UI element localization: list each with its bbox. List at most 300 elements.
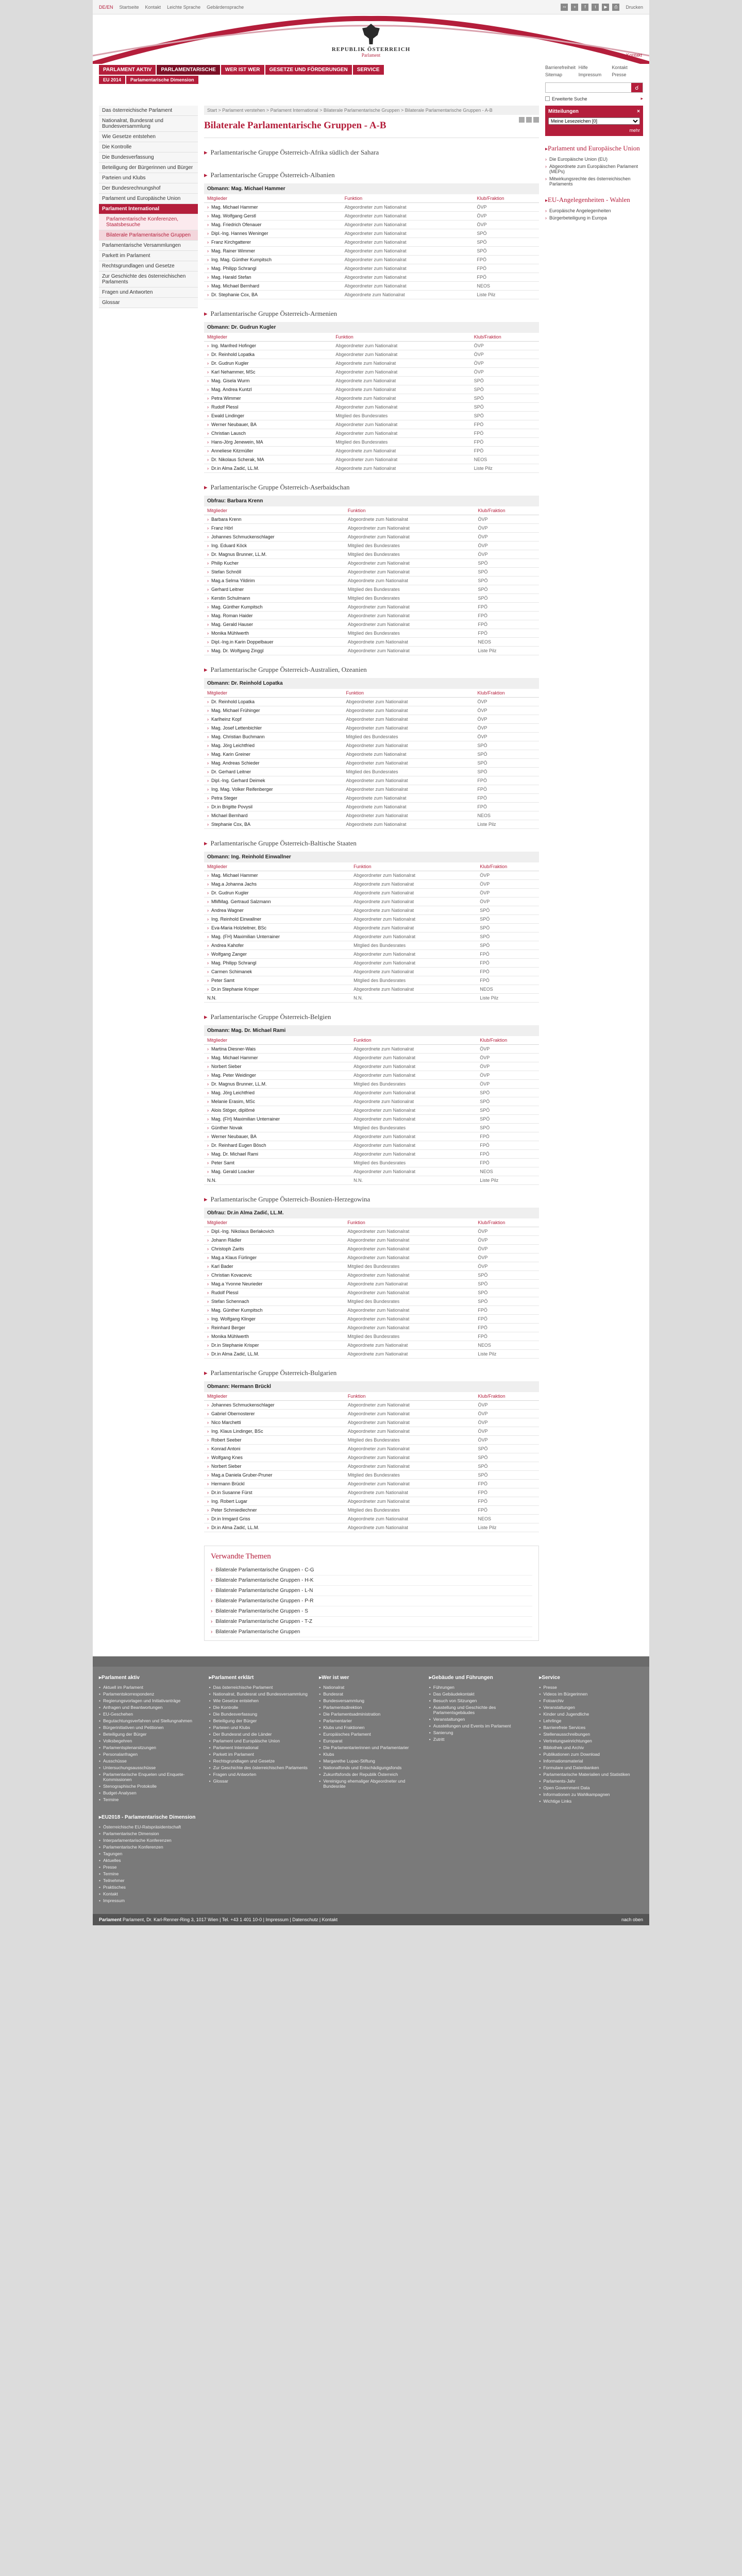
footer-link[interactable]: • Die Kontrolle: [209, 1704, 313, 1710]
member-name-link[interactable]: › Dr.in Alma Zadić, LL.M.: [204, 464, 332, 473]
footer-link[interactable]: • Nationalrat, Bundesrat und Bundesversammlung: [209, 1690, 313, 1697]
footer-eu-link[interactable]: • Aktuelles: [99, 1857, 198, 1863]
footer-link[interactable]: • Veranstaltungen: [429, 1716, 533, 1722]
group-title[interactable]: [204, 170, 539, 183]
print-icon[interactable]: ⎙: [612, 4, 619, 11]
member-name-link[interactable]: › Gabriel Obernosterer: [204, 1410, 345, 1418]
sidebar-item[interactable]: Wie Gesetze entstehen: [99, 132, 198, 142]
quick-link[interactable]: Presse: [612, 72, 627, 77]
rss-icon[interactable]: ∾: [561, 4, 568, 11]
footer-link[interactable]: • Parlament und Europäische Union: [209, 1737, 313, 1744]
member-name-link[interactable]: › Peter Samt: [204, 976, 350, 985]
related-link[interactable]: › Bilaterale Parlamentarische Gruppen: [211, 1627, 532, 1637]
member-name-link[interactable]: › Ing. Mag. Volker Reifenberger: [204, 785, 343, 794]
footer-eu-link[interactable]: • Parlamentarische Dimension: [99, 1830, 198, 1837]
member-name-link[interactable]: › Andrea Kahofer: [204, 941, 350, 950]
member-name-link[interactable]: › Ing. Reinhold Einwallner: [204, 915, 350, 924]
member-name-link[interactable]: › Ing. Robert Lugar: [204, 1497, 345, 1506]
footer-link[interactable]: • Begutachtungsverfahren und Stellungnahmen: [99, 1717, 203, 1724]
member-name-link[interactable]: › Mag. Michael Bernhard: [204, 282, 342, 291]
member-name-link[interactable]: › Barbara Krenn: [204, 515, 345, 524]
member-name-link[interactable]: › Peter Samt: [204, 1159, 350, 1167]
advanced-search-checkbox[interactable]: Erweiterte Suche: [545, 96, 587, 101]
footer-link[interactable]: • Videos im Bürgerinnen: [539, 1690, 643, 1697]
member-name-link[interactable]: › Mag. Christian Buchmann: [204, 733, 343, 741]
nav-main-item[interactable]: PARLAMENTARISCHE: [157, 65, 220, 75]
member-name-link[interactable]: › Reinhard Berger: [204, 1324, 344, 1332]
footer-link[interactable]: • Kinder und Jugendliche: [539, 1710, 643, 1717]
member-name-link[interactable]: › Mag. Michael Hammer: [204, 871, 350, 880]
side-box-title[interactable]: ▸ EU-Angelegenheiten - Wahlen: [545, 196, 643, 204]
member-name-link[interactable]: › Stefan Schnöll: [204, 568, 345, 577]
twitter-icon[interactable]: t: [592, 4, 599, 11]
sidebar-item[interactable]: Der Bundesrechnungshof: [99, 183, 198, 194]
footer-link[interactable]: • Informationsmaterial: [539, 1757, 643, 1764]
related-link[interactable]: › Bilaterale Parlamentarische Gruppen - P-R: [211, 1596, 532, 1606]
member-name-link[interactable]: › Hermann Brückl: [204, 1480, 345, 1488]
footer-link[interactable]: • Bürgerinitiativen und Petitionen: [99, 1724, 203, 1731]
footer-link[interactable]: • Der Bundesrat und die Länder: [209, 1731, 313, 1737]
member-name-link[interactable]: › Mag. Gerald Loacker: [204, 1167, 350, 1176]
footer-link[interactable]: • Parlamentsdirektion: [319, 1704, 423, 1710]
footer-link[interactable]: • Parlamentskorrespondenz: [99, 1690, 203, 1697]
footer-link[interactable]: • Besuch von Sitzungen: [429, 1697, 533, 1704]
footer-link[interactable]: • Europarat: [319, 1737, 423, 1744]
footer-link[interactable]: • Anfragen und Beantwortungen: [99, 1704, 203, 1710]
member-name-link[interactable]: › Dr.in Alma Zadić, LL.M.: [204, 1350, 344, 1359]
footer-link[interactable]: • Stellenausschreibungen: [539, 1731, 643, 1737]
member-name-link[interactable]: › Dr. Reinhold Lopatka: [204, 350, 332, 359]
member-name-link[interactable]: › Ing. Wolfgang Klinger: [204, 1315, 344, 1324]
footer-link[interactable]: • Klubs und Fraktionen: [319, 1724, 423, 1731]
member-party: Liste Pilz: [475, 647, 539, 655]
member-name-link[interactable]: › Norbert Sieber: [204, 1062, 350, 1071]
member-name-link[interactable]: › Dr.in Stephanie Krisper: [204, 985, 350, 994]
member-name-link[interactable]: › Petra Steger: [204, 794, 343, 803]
footer-eu-link[interactable]: • Kontakt: [99, 1890, 198, 1897]
member-name-link[interactable]: › Monika Mühlwerth: [204, 629, 345, 638]
member-name-link[interactable]: › Johann Rädler: [204, 1236, 344, 1245]
member-name-link[interactable]: › Norbert Sieber: [204, 1462, 345, 1471]
member-name-link[interactable]: › Mag. Roman Haider: [204, 612, 345, 620]
member-name-link[interactable]: › Mag. Michael Hammer: [204, 203, 342, 212]
member-name-link[interactable]: › Dr. Magnus Brunner, LL.M.: [204, 550, 345, 559]
group-title[interactable]: [204, 309, 539, 322]
member-name-link[interactable]: › Stephanie Cox, BA: [204, 820, 343, 829]
related-link[interactable]: › Bilaterale Parlamentarische Gruppen - L-N: [211, 1586, 532, 1596]
footer-link[interactable]: • Publikationen zum Download: [539, 1751, 643, 1757]
member-name-link[interactable]: › Franz Hörl: [204, 524, 345, 533]
member-name-link[interactable]: › Christian Lausch: [204, 429, 332, 438]
member-name-link[interactable]: › Mag. Andreas Schieder: [204, 759, 343, 768]
table-row: [204, 1523, 539, 1532]
member-name-link[interactable]: › Robert Seeber: [204, 1436, 345, 1445]
side-box-link[interactable]: › Mitwirkungsrechte des österreichischen Parlaments: [545, 175, 643, 188]
member-name-link[interactable]: › Michael Bernhard: [204, 811, 343, 820]
member-name-link[interactable]: › MMMag. Gertraud Salzmann: [204, 897, 350, 906]
member-name-link[interactable]: › Ing. Manfred Hofinger: [204, 342, 332, 350]
member-name-link[interactable]: › Dr. Nikolaus Scherak, MA: [204, 455, 332, 464]
member-name-link[interactable]: › Mag. Günther Kumpitsch: [204, 1306, 344, 1315]
footer-link[interactable]: • Volksbegehren: [99, 1737, 203, 1744]
member-name-link[interactable]: › Dipl.-Ing. Hannes Weninger: [204, 229, 342, 238]
footer-link[interactable]: • Parlamentarier: [319, 1717, 423, 1724]
member-name-link[interactable]: › Dipl.-Ing.in Karin Doppelbauer: [204, 638, 345, 647]
member-name-link[interactable]: › Mag. Andrea Kuntzl: [204, 385, 332, 394]
member-name-link[interactable]: › Martina Diesner-Wais: [204, 1045, 350, 1054]
footer-link[interactable]: • Bundesrat: [319, 1690, 423, 1697]
footer-link[interactable]: • Wie Gesetze entstehen: [209, 1697, 313, 1704]
footer-link[interactable]: • Personalanfragen: [99, 1751, 203, 1757]
nav-secondary-item[interactable]: Parlamentarische Dimension: [126, 76, 198, 84]
footer-link[interactable]: • Die Bundesverfassung: [209, 1710, 313, 1717]
member-name-link[interactable]: › Eva-Maria Holzleitner, BSc: [204, 924, 350, 933]
member-name-link[interactable]: › Mag.a Johanna Jachs: [204, 880, 350, 889]
member-name-link[interactable]: › Petra Wimmer: [204, 394, 332, 403]
member-name-link[interactable]: › Mag.a Daniela Gruber-Pruner: [204, 1471, 345, 1480]
table-row: [204, 1436, 539, 1445]
footer-link[interactable]: • Beteiligung der Bürger: [209, 1717, 313, 1724]
member-name-link[interactable]: › Mag. (FH) Maximilian Unterrainer: [204, 933, 350, 941]
member-party: Liste Pilz: [475, 1523, 539, 1532]
youtube-icon[interactable]: ▶: [602, 4, 609, 11]
footer-eu-link[interactable]: • Termine: [99, 1870, 198, 1877]
member-name-link[interactable]: › Franz Kirchgatterer: [204, 238, 342, 247]
footer-link[interactable]: • Führungen: [429, 1684, 533, 1690]
footer-link[interactable]: • Rechtsgrundlagen und Gesetze: [209, 1757, 313, 1764]
footer-link[interactable]: • Barrierefreie Services: [539, 1724, 643, 1731]
sidebar-item[interactable]: Rechtsgrundlagen und Gesetze: [99, 261, 198, 272]
search-input[interactable]: [546, 83, 631, 92]
text-size-icon[interactable]: [533, 117, 539, 123]
member-name-link[interactable]: › Alois Stöger, diplômé: [204, 1106, 350, 1115]
member-name-link[interactable]: › Mag. Michael Frühinger: [204, 706, 343, 715]
member-name-link[interactable]: › Mag. Peter Weidinger: [204, 1071, 350, 1080]
sidebar-item[interactable]: Parlamentarische Versammlungen: [99, 241, 198, 251]
member-name-link[interactable]: › Mag. Rainer Wimmer: [204, 247, 342, 256]
footer-eu-link[interactable]: • Teilnehmer: [99, 1877, 198, 1884]
table-row: [204, 1115, 539, 1124]
group-title[interactable]: [204, 482, 539, 496]
member-name-link[interactable]: › Mag. Josef Lettenbichler: [204, 724, 343, 733]
member-name-link[interactable]: › Mag. (FH) Maximilian Unterrainer: [204, 1115, 350, 1124]
member-name-link[interactable]: › Karl Bader: [204, 1262, 344, 1271]
footer-link[interactable]: • Sanierung: [429, 1729, 533, 1736]
footer-link[interactable]: • Parteien und Klubs: [209, 1724, 313, 1731]
member-name-link[interactable]: › Wolfgang Knes: [204, 1453, 345, 1462]
top-link[interactable]: Kontakt: [145, 4, 161, 10]
member-name-link[interactable]: › Werner Neubauer, BA: [204, 1132, 350, 1141]
member-name-link[interactable]: › Ing. Mag. Günther Kumpitsch: [204, 256, 342, 264]
group-title[interactable]: [204, 1368, 539, 1381]
footer-eu-link[interactable]: • Praktisches: [99, 1884, 198, 1890]
member-name-link[interactable]: › Mag.a Klaus Fürlinger: [204, 1253, 344, 1262]
footer-eu-link[interactable]: • Interparlamentarische Konferenzen: [99, 1837, 198, 1843]
sidebar-item[interactable]: Zur Geschichte des österreichischen Parlaments: [99, 272, 198, 287]
sidebar-item[interactable]: Parlament und Europäische Union: [99, 194, 198, 204]
member-name-link[interactable]: › Ing. Klaus Lindinger, BSc: [204, 1427, 345, 1436]
member-name-link[interactable]: › Dr. Gerhard Leitner: [204, 768, 343, 776]
sidebar-item[interactable]: Das österreichische Parlament: [99, 106, 198, 116]
member-name-link[interactable]: › Mag. Harald Stefan: [204, 273, 342, 282]
member-name-link[interactable]: › Ing. Eduard Köck: [204, 541, 345, 550]
footer-eu-link[interactable]: • Impressum: [99, 1897, 198, 1904]
footer-link[interactable]: • Die Parlamentsadministration: [319, 1710, 423, 1717]
footer-eu-link[interactable]: • Österreichische EU-Ratspräsidentschaft: [99, 1823, 198, 1830]
side-box-link[interactable]: › Bürgerbeteiligung in Europa: [545, 214, 643, 222]
footer-link[interactable]: • Veranstaltungen: [539, 1704, 643, 1710]
print-page-icon[interactable]: [519, 117, 525, 123]
member-name-link[interactable]: › Carmen Schimanek: [204, 968, 350, 976]
footer-link[interactable]: • Parlaments-Jahr: [539, 1777, 643, 1784]
footer-link[interactable]: • Bundesversammlung: [319, 1697, 423, 1704]
footer-link[interactable]: • Presse: [539, 1684, 643, 1690]
mail-icon[interactable]: [526, 117, 532, 123]
sidebar-item[interactable]: Parlament International: [99, 204, 198, 214]
footer-link[interactable]: • Ausschüsse: [99, 1757, 203, 1764]
member-name-link[interactable]: › Mag. Günther Kumpitsch: [204, 603, 345, 612]
footer-link[interactable]: • Fotoarchiv: [539, 1697, 643, 1704]
footer-link[interactable]: • Zukunftsfonds der Republik Österreich: [319, 1771, 423, 1777]
sidebar-item[interactable]: Glossar: [99, 298, 198, 308]
footer-link[interactable]: • Parlamentarische Enqueten und Enquete-Kommissionen: [99, 1771, 203, 1783]
footer-link[interactable]: • Vertretungseinrichtungen: [539, 1737, 643, 1744]
member-name-link[interactable]: › Dr.in Irmgard Griss: [204, 1515, 345, 1523]
top-link[interactable]: Leichte Sprache: [167, 4, 201, 10]
footer-link[interactable]: • Untersuchungsausschüsse: [99, 1764, 203, 1771]
footer-link[interactable]: • Formulare und Datenbanken: [539, 1764, 643, 1771]
member-name-link[interactable]: › Mag. Gerald Hauser: [204, 620, 345, 629]
member-name-link[interactable]: › Stefan Schennach: [204, 1297, 344, 1306]
sidebar-item[interactable]: Die Bundesverfassung: [99, 152, 198, 163]
member-name-link[interactable]: › Ewald Lindinger: [204, 412, 332, 420]
newsbox-more[interactable]: mehr: [629, 128, 640, 133]
footer-link[interactable]: • Ausstellungen und Events im Parlament: [429, 1722, 533, 1729]
member-name-link[interactable]: › Karl Nehammer, MSc: [204, 368, 332, 377]
quick-link[interactable]: Barrierefreiheit: [545, 65, 576, 70]
member-name-link[interactable]: › Dr. Gudrun Kugler: [204, 359, 332, 368]
member-name-link[interactable]: › Hans-Jörg Jenewein, MA: [204, 438, 332, 447]
table-row: [204, 273, 539, 282]
member-name-link[interactable]: › Melanie Erasim, MSc: [204, 1097, 350, 1106]
member-name-link[interactable]: › Mag.a Yvonne Neurieder: [204, 1280, 344, 1289]
footer-link[interactable]: • Aktuell im Parlament: [99, 1684, 203, 1690]
footer-link[interactable]: • Parlamentsplenarsitzungen: [99, 1744, 203, 1751]
member-name-link[interactable]: › Dipl.-Ing. Nikolaus Berlakovich: [204, 1227, 344, 1236]
footer-link[interactable]: • Das Gebäudekontakt: [429, 1690, 533, 1697]
search-button[interactable]: [631, 83, 643, 92]
member-name-link[interactable]: › Mag. Jörg Leichtfried: [204, 741, 343, 750]
group-title[interactable]: [204, 838, 539, 852]
footer-link[interactable]: • Beteiligung der Bürger: [99, 1731, 203, 1737]
header-contact-link[interactable]: > Kontakt: [622, 53, 642, 58]
member-function: Abgeordneter zum Nationalrat: [345, 1427, 475, 1436]
member-name-link[interactable]: › Rudolf Plessl: [204, 403, 332, 412]
member-name-link[interactable]: › Mag. Jörg Leichtfried: [204, 1089, 350, 1097]
member-name-link[interactable]: › Dr. Gudrun Kugler: [204, 889, 350, 897]
footer-link[interactable]: • Budget-Analysen: [99, 1789, 203, 1796]
footer-link[interactable]: • Parkett im Parlament: [209, 1751, 313, 1757]
member-name-link[interactable]: › Mag. Wolfgang Gerstl: [204, 212, 342, 221]
member-name-link[interactable]: › Gerhard Leitner: [204, 585, 345, 594]
group-title[interactable]: [204, 147, 539, 161]
member-name-link[interactable]: › Dr.in Alma Zadić, LL.M.: [204, 1523, 345, 1532]
member-name-link[interactable]: N.N.: [204, 994, 350, 1003]
footer-link[interactable]: • Parlamentarische Materialien und Statistiken: [539, 1771, 643, 1777]
member-name-link[interactable]: › Dr. Magnus Brunner, LL.M.: [204, 1080, 350, 1089]
group-title[interactable]: [204, 1012, 539, 1025]
footer-eu-link[interactable]: • Presse: [99, 1863, 198, 1870]
close-icon[interactable]: ×: [637, 109, 640, 114]
sidebar-item[interactable]: Fragen und Antworten: [99, 287, 198, 298]
related-link[interactable]: › Bilaterale Parlamentarische Gruppen - S: [211, 1606, 532, 1617]
footer-link[interactable]: • Glossar: [209, 1777, 313, 1784]
member-name-link[interactable]: › Johannes Schmuckenschlager: [204, 1401, 345, 1410]
sidebar-item[interactable]: Beteiligung der Bürgerinnen und Bürger: [99, 163, 198, 173]
member-name-link[interactable]: › Wolfgang Zanger: [204, 950, 350, 959]
member-name-link[interactable]: › Kerstin Schulmann: [204, 594, 345, 603]
footer-link[interactable]: • Zur Geschichte des österreichischen Parlaments: [209, 1764, 313, 1771]
member-name-link[interactable]: › Werner Neubauer, BA: [204, 420, 332, 429]
sidebar-item[interactable]: Parkett im Parlament: [99, 251, 198, 261]
top-link[interactable]: DE/EN: [99, 4, 113, 10]
member-name-link[interactable]: › Johannes Schmuckenschlager: [204, 533, 345, 541]
footer-eu-link[interactable]: • Tagungen: [99, 1850, 198, 1857]
member-name-link[interactable]: › Mag. Gisela Wurm: [204, 377, 332, 385]
facebook-icon[interactable]: f: [581, 4, 588, 11]
footer-column-title[interactable]: ▸ Parlament erklärt: [209, 1675, 313, 1681]
footer-link[interactable]: • Margarethe Lupac-Stiftung: [319, 1757, 423, 1764]
footer-column-title[interactable]: ▸ Service: [539, 1675, 643, 1681]
nav-secondary-item[interactable]: EU 2014: [99, 76, 125, 84]
member-name-link[interactable]: › Andrea Wagner: [204, 906, 350, 915]
footer-link[interactable]: • Vereinigung ehemaliger Abgeordneter und Bundesräte: [319, 1777, 423, 1789]
related-link[interactable]: › Bilaterale Parlamentarische Gruppen - C-G: [211, 1565, 532, 1575]
footer-link[interactable]: • Bibliothek und Archiv: [539, 1744, 643, 1751]
member-name-link[interactable]: › Karlheinz Kopf: [204, 715, 343, 724]
footer-link[interactable]: • Informationen zu Wahlkampagnen: [539, 1791, 643, 1798]
top-link[interactable]: Gebärdensprache: [207, 4, 244, 10]
table-header-row: [204, 689, 539, 698]
breadcrumb[interactable]: Start > Parlament verstehen > Parlament International > Bilaterale Parlamentarische Gruppen > Bilaterale Parlamentarische Gruppen - A-B: [204, 106, 539, 115]
nav-main-item[interactable]: SERVICE: [353, 65, 384, 75]
nav-main-item[interactable]: WER IST WER: [221, 65, 264, 75]
related-link[interactable]: › Bilaterale Parlamentarische Gruppen - H-K: [211, 1575, 532, 1586]
member-name-link[interactable]: › Mag. Dr. Wolfgang Zinggl: [204, 647, 345, 655]
quick-link[interactable]: Impressum: [578, 72, 602, 77]
share-icon[interactable]: +: [571, 4, 578, 11]
footer-column-title[interactable]: ▸ Parlament aktiv: [99, 1675, 203, 1681]
member-name-link[interactable]: › Konrad Antoni: [204, 1445, 345, 1453]
footer-link[interactable]: • Stenographische Protokolle: [99, 1783, 203, 1789]
side-box-link[interactable]: › Abgeordnete zum Europäischen Parlament (MEPs): [545, 163, 643, 175]
logo[interactable]: [332, 24, 411, 58]
quick-link[interactable]: Hilfe: [578, 65, 588, 70]
member-name-link[interactable]: › Christian Kovacevic: [204, 1271, 344, 1280]
sidebar-item[interactable]: Parlamentarische Konferenzen, Staatsbesuche: [99, 214, 198, 230]
group-title[interactable]: [204, 1194, 539, 1208]
member-name-link[interactable]: › Mag. Friedrich Ofenauer: [204, 221, 342, 229]
member-name-link[interactable]: › Mag. Michael Hammer: [204, 1054, 350, 1062]
footer-link[interactable]: • Wichtige Links: [539, 1798, 643, 1804]
sidebar-item[interactable]: Bilaterale Parlamentarische Gruppen: [99, 230, 198, 241]
member-name-link[interactable]: › Monika Mühlwerth: [204, 1332, 344, 1341]
member-name-link[interactable]: › Mag. Philipp Schrangl: [204, 264, 342, 273]
footer-link[interactable]: • Nationalfonds und Entschädigungsfonds: [319, 1764, 423, 1771]
member-name-link[interactable]: › Dipl.-Ing. Gerhard Deimek: [204, 776, 343, 785]
sidebar-item[interactable]: Die Kontrolle: [99, 142, 198, 152]
side-box-link[interactable]: › Die Europäische Union (EU): [545, 156, 643, 163]
footer-column-title[interactable]: ▸ Gebäude und Führungen: [429, 1675, 533, 1681]
member-name-link[interactable]: › Dr. Reinhold Lopatka: [204, 698, 343, 706]
sidebar-item[interactable]: Parteien und Klubs: [99, 173, 198, 183]
nav-main-item[interactable]: PARLAMENT AKTIV: [99, 65, 156, 75]
footer-link[interactable]: • Die Parlamentarierinnen und Parlamentarier: [319, 1744, 423, 1751]
group-title[interactable]: [204, 665, 539, 678]
back-to-top-link[interactable]: nach oben: [621, 1917, 643, 1922]
bookmarks-select[interactable]: [548, 117, 640, 125]
member-name-link[interactable]: › Dr. Stephanie Cox, BA: [204, 291, 342, 299]
quick-link[interactable]: Sitemap: [545, 72, 563, 77]
footer-link[interactable]: • Fragen und Antworten: [209, 1771, 313, 1777]
footer-link[interactable]: • Parlament International: [209, 1744, 313, 1751]
table-row: [204, 976, 539, 985]
footer-link[interactable]: • Termine: [99, 1796, 203, 1803]
member-name-link[interactable]: › Philip Kucher: [204, 559, 345, 568]
top-link[interactable]: Startseite: [119, 4, 139, 10]
member-name-link[interactable]: › Mag. Dr. Michael Rami: [204, 1150, 350, 1159]
footer-column-title[interactable]: ▸ Wer ist wer: [319, 1675, 423, 1681]
quick-link[interactable]: Kontakt: [612, 65, 628, 70]
footer-link[interactable]: • Zutritt: [429, 1736, 533, 1742]
member-name-link[interactable]: › Rudolf Plessl: [204, 1289, 344, 1297]
side-box-title[interactable]: ▸ Parlament und Europäische Union: [545, 144, 643, 152]
member-name-link[interactable]: › Dr.in Stephanie Krisper: [204, 1341, 344, 1350]
member-name-link[interactable]: › Mag. Philipp Schrangl: [204, 959, 350, 968]
member-name-link[interactable]: › Nico Marchetti: [204, 1418, 345, 1427]
footer-link[interactable]: • Das österreichische Parlament: [209, 1684, 313, 1690]
related-link[interactable]: › Bilaterale Parlamentarische Gruppen - T-Z: [211, 1617, 532, 1627]
footer-link[interactable]: • Regierungsvorlagen und Initiativanträge: [99, 1697, 203, 1704]
footer-link[interactable]: • Nationalrat: [319, 1684, 423, 1690]
member-name-link[interactable]: › Dr.in Susanne Fürst: [204, 1488, 345, 1497]
arrow-right-icon[interactable]: ▸: [640, 96, 643, 101]
nav-main-item[interactable]: GESETZE UND FÖRDERUNGEN: [265, 65, 352, 75]
member-name-link[interactable]: N.N.: [204, 1176, 350, 1185]
member-name-link[interactable]: › Dr. Reinhard Eugen Bösch: [204, 1141, 350, 1150]
sidebar-item[interactable]: Nationalrat, Bundesrat und Bundesversammlung: [99, 116, 198, 132]
footer-link[interactable]: • Europäisches Parlament: [319, 1731, 423, 1737]
footer-eu-link[interactable]: • Parlamentarische Konferenzen: [99, 1843, 198, 1850]
table-row: [204, 377, 539, 385]
table-row: [204, 871, 539, 880]
member-name-link[interactable]: › Peter Schmiedlechner: [204, 1506, 345, 1515]
footer-link[interactable]: • Ausstellung und Geschichte des Parlamentsgebäudes: [429, 1704, 533, 1716]
group-section: [204, 309, 539, 473]
member-name-link[interactable]: › Mag. Karin Greiner: [204, 750, 343, 759]
footer-link[interactable]: • Klubs: [319, 1751, 423, 1757]
footer-link[interactable]: • Lehrlinge: [539, 1717, 643, 1724]
member-name-link[interactable]: › Christoph Zarits: [204, 1245, 344, 1253]
member-name-link[interactable]: › Mag.a Selma Yildirim: [204, 577, 345, 585]
side-box-link[interactable]: › Europäische Angelegenheiten: [545, 207, 643, 214]
member-name-link[interactable]: › Günther Novak: [204, 1124, 350, 1132]
footer-link[interactable]: • Open Government Data: [539, 1784, 643, 1791]
print-link[interactable]: Drucken: [626, 4, 643, 10]
member-name-link[interactable]: › Anneliese Kitzmüller: [204, 447, 332, 455]
member-name-link[interactable]: › Dr.in Brigitte Povysil: [204, 803, 343, 811]
footer-link[interactable]: • EU-Geschehen: [99, 1710, 203, 1717]
